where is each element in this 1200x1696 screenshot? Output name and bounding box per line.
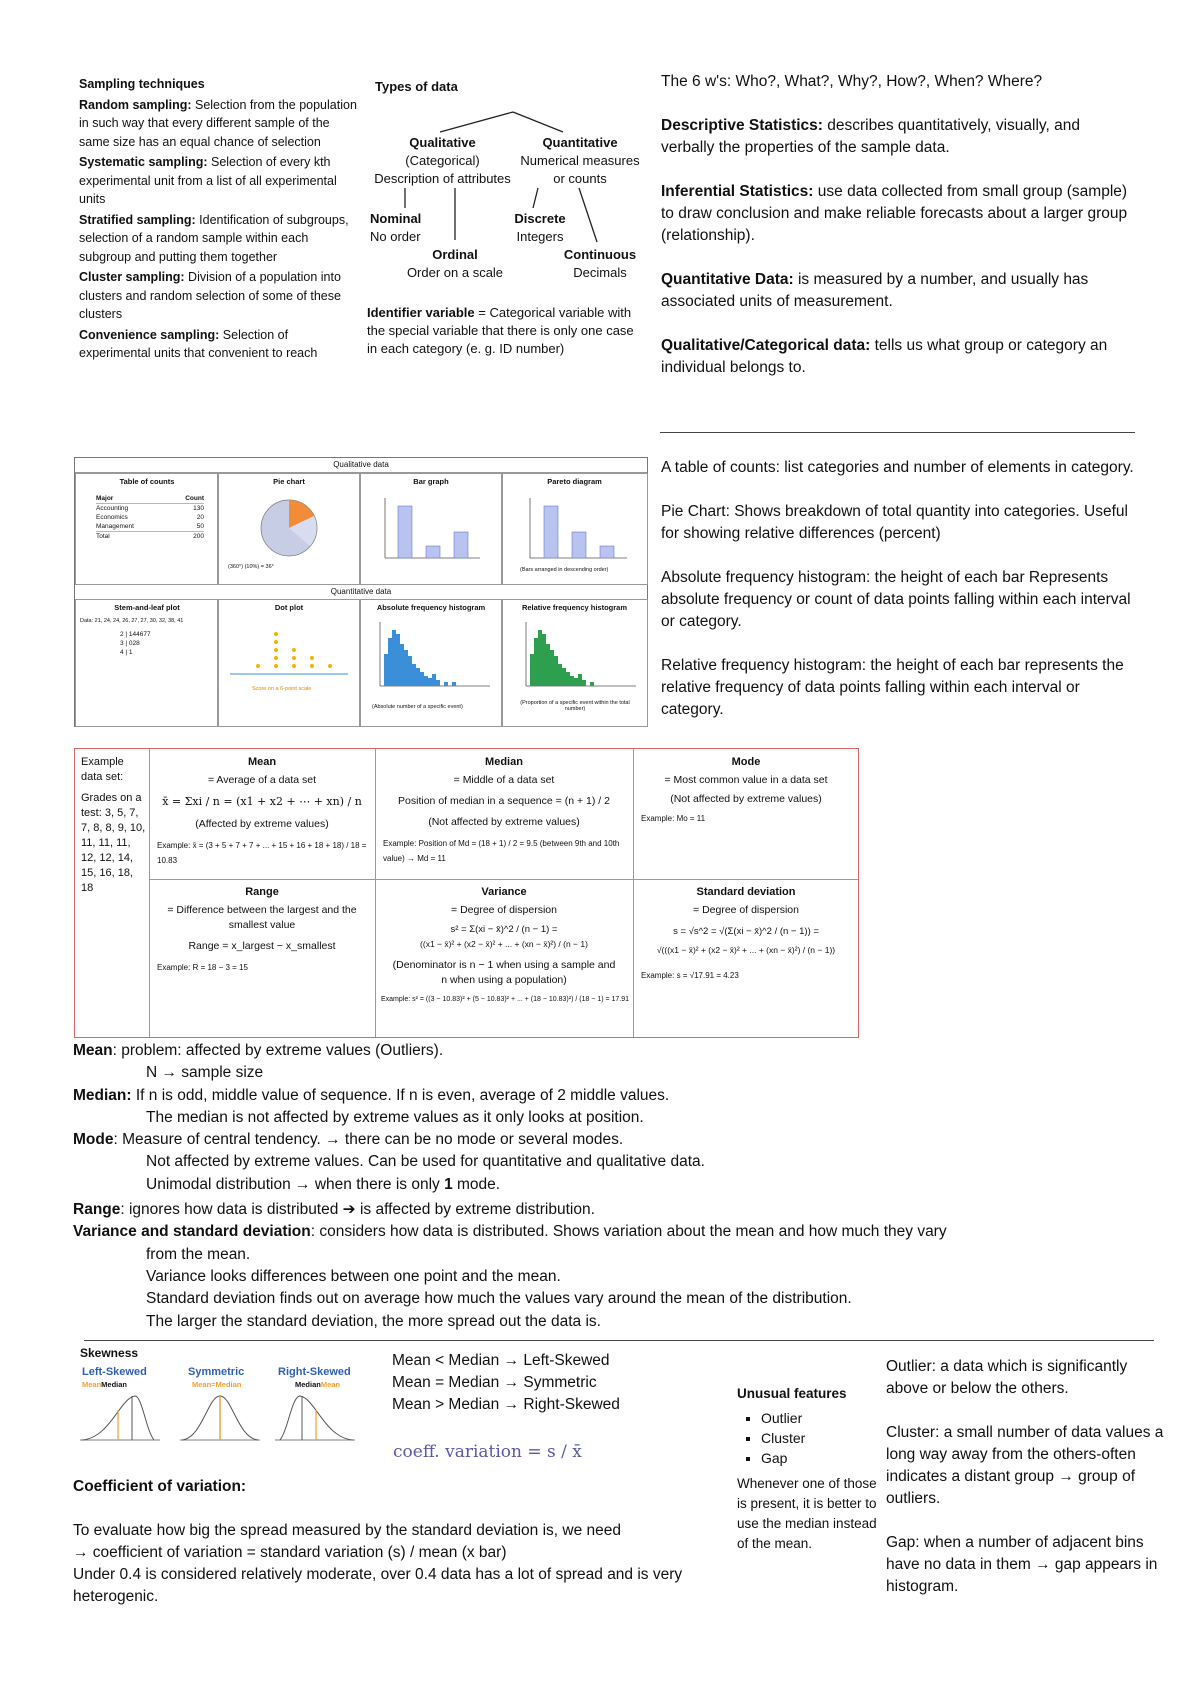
coefficient-title: Coefficient of variation: — [73, 1478, 247, 1495]
stem-rows: 2 | 144677 3 | 028 4 | 1 — [120, 631, 151, 656]
skewness-section — [80, 1346, 380, 1456]
unusual-list: ▪ Outlier ▪ Cluster ▪ Gap — [737, 1408, 877, 1468]
systematic-sampling: Systematic sampling: Selection of every kth experimental unit from a list of all experimental units — [79, 155, 337, 206]
definitions — [661, 71, 1131, 379]
convenience-sampling: Convenience sampling: Selection of experimental units that convenient to reach — [79, 327, 318, 360]
divider-top — [660, 432, 1135, 433]
skew-sub-right: MedianMean — [295, 1380, 341, 1389]
stratified-sampling: Stratified sampling: Identification of subgroups, selection of a random sample within each subgroup and putting them together — [79, 212, 349, 264]
pie-chart-desc: Pie Chart: Shows breakdown of total quantity into categories. Useful for showing relative differences (percent) — [661, 503, 1128, 542]
skew-sub-sym: Mean=Median — [192, 1380, 242, 1389]
note-median-sub: The median is not affected by extreme values as it only looks at position. — [146, 1108, 644, 1126]
note-mode-sub1: Not affected by extreme values. Can be used for quantitative and qualitative data. — [146, 1153, 705, 1171]
skewness-title: Skewness — [80, 1346, 139, 1360]
dot-plot-icon — [218, 614, 360, 714]
unusual-title: Unusual features — [737, 1386, 847, 1401]
quantitative-node: Quantitative Numerical measures or counts — [520, 135, 640, 186]
median-cell: Median = Middle of a data set Position of median in a sequence = (n + 1) / 2 (Not affected by extreme values) Example: Position of Md = (18 + 1) / 2 = 9.5 (between 9th and 10th value) → Md = 11 — [383, 756, 620, 863]
skew-label-right: Right-Skewed — [278, 1366, 351, 1378]
table-of-counts-desc: A table of counts: list categories and number of elements in category. — [661, 459, 1134, 476]
quantitative-data: Quantitative Data: is measured by a number, and usually has associated units of measurement. — [661, 271, 1089, 310]
note-variance-sub1: Variance looks differences between one point and the mean. — [146, 1267, 561, 1285]
qualitative-node: Qualitative (Categorical) Description of attributes — [374, 135, 511, 186]
mean-cell: Mean = Average of a data set x̄ = Σxi / n = (x1 + x2 + ⋯ + xn) / n (Affected by extreme values) Example: x̄ = (3 + 5 + 7 + 7 + ... + 15 + 16 + 18 + 18) / 18 = 10.83 — [157, 756, 367, 865]
skew-label-sym: Symmetric — [188, 1366, 245, 1378]
ordinal-node: Ordinal Order on a scale — [406, 247, 504, 280]
chart-gallery — [74, 457, 648, 727]
range-cell: Range = Difference between the largest and the smallest value Range = x_largest − x_smallest Example: R = 18 − 3 = 15 — [157, 886, 357, 972]
note-median: Median: If n is odd, middle value of sequence. If n is even, average of 2 middle values. — [73, 1086, 670, 1104]
coeff-formula: coeff. variation = s / x̄ — [393, 1442, 582, 1462]
relative-histogram-icon — [502, 614, 647, 709]
stem-leaf-cell: Stem-and-leaf plot Data: 21, 24, 24, 26, 27, 27, 30, 32, 38, 41 2 | 144677 3 | 028 4 | 1 — [75, 599, 219, 727]
stdev-cell: Standard deviation = Degree of dispersion s = √s^2 = √(Σ(xi − x̄)^2 / (n − 1)) = √(((x1 − x̄)² + (x2 − x̄)² + ... + (xn − x̄)²) / (n − 1)) Example: s = √17.91 = 4.23 — [641, 886, 836, 980]
unusual-text: Whenever one of those is present, it is better to use the median instead of the mean. — [737, 1476, 877, 1551]
sampling-techniques — [79, 75, 359, 363]
pie-note: (360°) (10%) = 36° — [228, 564, 274, 570]
measures-table — [74, 748, 859, 1038]
example-data-set: Example data set: Grades on a test: 3, 5, 7, 7, 8, 8, 9, 10, 11, 11, 11, 12, 12, 14, 15, 16, 18, 18 — [81, 756, 146, 894]
skew-rules: Mean < Median → Left-Skewed Mean = Median → Symmetric Mean > Median → Right-Skewed — [392, 1352, 620, 1413]
measure-notes — [73, 1040, 1153, 1333]
identifier-variable: Identifier variable = Categorical variable with the special variable that there is only one case in each category (e. g. ID number) — [367, 305, 634, 356]
divider-bottom — [84, 1340, 1154, 1341]
discrete-node: Discrete Integers — [514, 211, 566, 244]
bar-graph-cell: Bar graph — [359, 473, 503, 585]
note-mode-sub2: Unimodal distribution → when there is only 1 mode. — [146, 1175, 501, 1193]
note-mode: Mode: Measure of central tendency. → there can be no mode or several modes. — [73, 1131, 624, 1149]
six-ws: The 6 w's: Who?, What?, Why?, How?, When? Where? — [661, 73, 1043, 90]
pareto-diagram-cell: Pareto diagram (Bars arranged in descending order) — [501, 473, 648, 585]
note-variance-sub3: The larger the standard deviation, the more spread out the data is. — [146, 1312, 601, 1330]
variance-cell: Variance = Degree of dispersion s² = Σ(xi − x̄)^2 / (n − 1) = ((x1 − x̄)² + (x2 − x̄)² + ... + (xn − x̄)²) / (n − 1) (Denominator is n − 1 when using a sample and n when using a population) Example: s² = ((3 − 10.83)² + (5 − 10.83)² + ... + (18 − 10.83)²) / (18 − 1) = 17.91 — [381, 886, 630, 1003]
random-sampling: Random sampling: Selection from the population in such way that every different sample of the same size has an equal chance of selection — [79, 97, 357, 149]
cluster-sampling: Cluster sampling: Division of a population into clusters and random selection of some of these clusters — [79, 270, 341, 321]
relative-note: (Proportion of a specific event within the total number) — [520, 700, 630, 712]
note-variance-sub0: from the mean. — [146, 1245, 251, 1263]
dot-note: Score on a 6-point scale — [252, 686, 312, 692]
descriptive-statistics: Descriptive Statistics: describes quantitatively, visually, and verbally the properties of the sample data. — [661, 117, 1080, 156]
absolute-histogram-icon — [360, 614, 502, 709]
counts-table: Major Count Accounting 130 Economics 20 Management 50 Total 200 — [96, 495, 204, 540]
mode-cell: Mode = Most common value in a data set (Not affected by extreme values) Example: Mo = 11 — [641, 756, 828, 823]
types-of-data — [365, 70, 645, 400]
nominal-node: Nominal No order — [370, 211, 422, 244]
bar-graph-icon — [360, 488, 502, 583]
note-range: Range: ignores how data is distributed ➔ is affected by extreme distribution. — [73, 1201, 595, 1219]
types-title: Types of data — [375, 79, 458, 94]
skewness-curves — [80, 1390, 380, 1450]
coefficient-section: Coefficient of variation: To evaluate how big the spread measured by the standard deviation is, we need → coefficient of variation = standard variation (s) / mean (x bar) Under 0.4 is considered relatively moderate, over 0.4 data has a lot of spread and is very heterogenic. — [73, 1476, 718, 1608]
note-variance: Variance and standard deviation: considers how data is distributed. Shows variation about the mean and how much they vary — [73, 1223, 947, 1241]
note-mean: Mean: problem: affected by extreme values (Outliers). — [73, 1042, 444, 1059]
continuous-node: Continuous Decimals — [563, 247, 637, 280]
quantitative-band: Quantitative data — [75, 584, 647, 600]
skew-label-left: Left-Skewed — [82, 1366, 147, 1378]
unusual-features — [737, 1384, 877, 1554]
absolute-note: (Absolute number of a specific event) — [372, 704, 463, 710]
dot-plot-cell: Dot plot Score on a 6-point scale — [217, 599, 361, 727]
note-variance-sub2: Standard deviation finds out on average how much the values vary around the mean of the distribution. — [146, 1290, 852, 1308]
pareto-note: (Bars arranged in descending order) — [520, 567, 609, 573]
qualitative-band: Qualitative data — [75, 458, 647, 473]
absolute-histogram-cell: Absolute frequency histogram (Absolute number of a specific event) — [359, 599, 503, 727]
relative-histogram-desc: Relative frequency histogram: the height of each bar represents the relative frequency of data points falling within each interval or category. — [661, 657, 1124, 718]
inferential-statistics: Inferential Statistics: use data collected from small group (sample) to draw conclusion and make reliable forecasts about a larger group (relationship). — [661, 183, 1128, 244]
absolute-histogram-desc: Absolute frequency histogram: the height of each bar Represents absolute frequency or count of data points falling within each interval or category. — [661, 569, 1131, 630]
note-mean-sub: N → sample size — [146, 1064, 264, 1082]
qualitative-data: Qualitative/Categorical data: tells us what group or category an individual belongs to. — [661, 337, 1108, 376]
pie-chart-cell: Pie chart (360°) (10%) = 36° — [217, 473, 361, 585]
skew-sub-left: MeanMedian — [82, 1380, 128, 1389]
outlier-definitions: Outlier: a data which is significantly above or below the others. Cluster: a small number of data values a long way away from the others-often indicates a distant group → group of outliers. Gap: when a number of adjacent bins have no data in them → gap appears in histogram. — [886, 1358, 1164, 1595]
table-of-counts-cell: Table of counts Major Count Accounting 130 Economics 20 Management 50 Total 200 — [75, 473, 219, 585]
stem-data: Data: 21, 24, 24, 26, 27, 27, 30, 32, 38, 41 — [80, 618, 184, 624]
sampling-title: Sampling techniques — [79, 77, 205, 91]
relative-histogram-cell: Relative frequency histogram (Proportion of a specific event within the total number) — [501, 599, 648, 727]
gallery-descriptions — [661, 457, 1141, 721]
